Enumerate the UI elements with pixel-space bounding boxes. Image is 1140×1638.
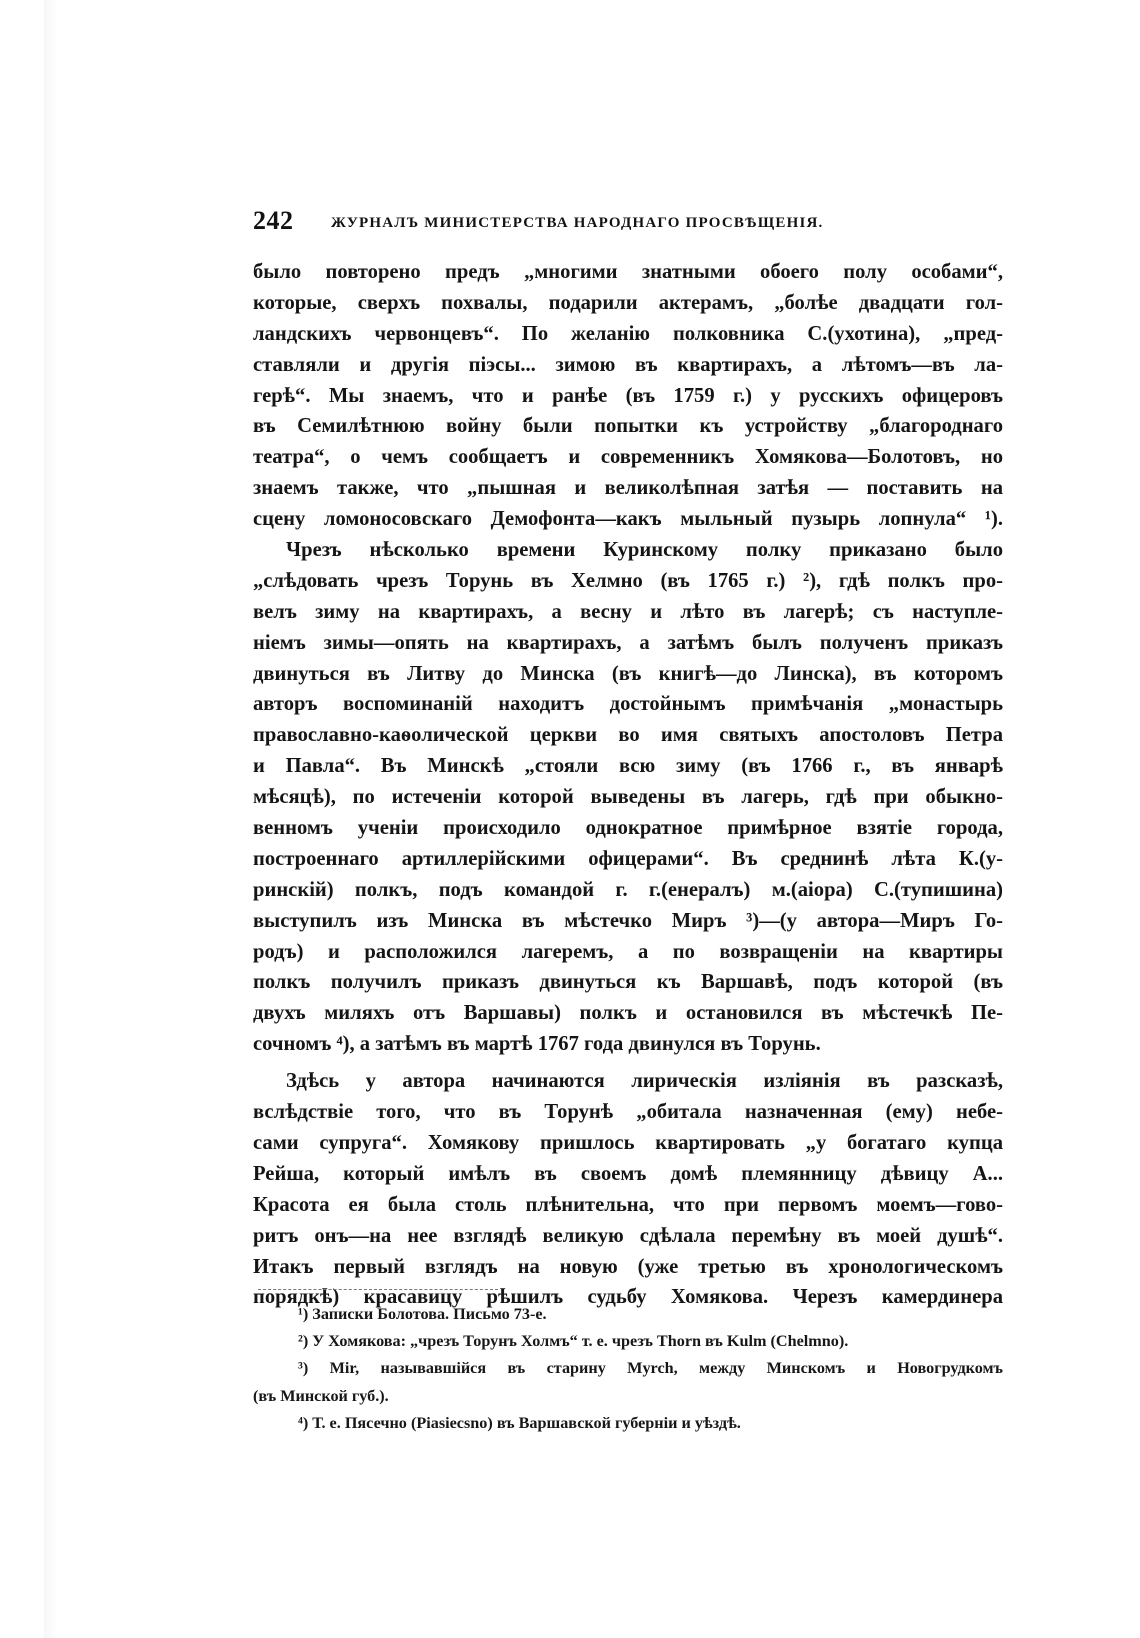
- text-line: и Павла“. Въ Минскѣ „стояли всю зиму (въ 1766 г., въ январѣ: [253, 755, 1003, 778]
- text-line: герѣ“. Мы знаемъ, что и ранѣе (въ 1759 г.) у русскихъ офицеровъ: [253, 384, 1003, 407]
- text-line: сцену ломоносовскаго Демофонта—какъ мыльный пузырь лопнула“ ¹).: [253, 508, 1003, 531]
- text-line: ніемъ зимы—опять на квартирахъ, а затѣмъ былъ полученъ приказъ: [253, 631, 1003, 654]
- text-line: Рейша, который имѣлъ въ своемъ домѣ племянницу дѣвицу А...: [253, 1162, 1003, 1185]
- text-line: ландскихъ червонцевъ“. По желанію полковника С.(ухотина), „пред-: [253, 322, 1003, 345]
- text-line: православно-каѳолической церкви во имя святыхъ апостоловъ Петра: [253, 724, 1003, 747]
- text-line: Чрезъ нѣсколько времени Куринскому полку приказано было: [286, 539, 1003, 562]
- footnotes: [253, 1301, 1003, 1437]
- text-line: мѣсяцѣ), по истеченіи которой выведены въ лагерь, гдѣ при обыкно-: [253, 786, 1003, 809]
- footnote-continuation: (въ Минской губ.).: [253, 1386, 389, 1405]
- page-header: [253, 206, 1003, 242]
- text-line: „слѣдовать чрезъ Торунь въ Хелмно (въ 1765 г.) ²), гдѣ полкъ про-: [253, 569, 1003, 592]
- text-line: вслѣдствіе того, что въ Торунѣ „обитала назначенная (ему) небе-: [253, 1101, 1003, 1124]
- body-text: [253, 257, 1003, 1313]
- text-line: ставляли и другія піэсы... зимою въ квартирахъ, а лѣтомъ—въ ла-: [253, 353, 1003, 376]
- page-edge-shadow: [44, 0, 58, 1638]
- text-line: которые, сверхъ похвалы, подарили актерамъ, „болѣе двадцати гол-: [253, 291, 1003, 314]
- footnote-divider: [258, 1289, 498, 1290]
- text-line: Красота ея была столь плѣнительна, что при первомъ моемъ—гово-: [253, 1193, 1003, 1216]
- text-line: Здѣсь у автора начинаются лирическія изліянія въ разсказѣ,: [286, 1070, 1003, 1093]
- text-line: ритъ онъ—на нее взглядѣ великую сдѣлала перемѣну въ моей душѣ“.: [253, 1224, 1003, 1247]
- text-line: сочномъ ⁴), а затѣмъ въ мартѣ 1767 года двинулся въ Торунь.: [253, 1033, 821, 1056]
- footnote: ¹) Записки Болотова. Письмо 73-е.: [298, 1305, 547, 1323]
- text-line: полкъ получилъ приказъ двинуться къ Варшавѣ, подъ которой (въ: [253, 971, 1003, 994]
- text-line: было повторено предъ „многими знатными обоего полу особами“,: [253, 261, 1003, 283]
- text-line: сами супруга“. Хомякову пришлось квартировать „у богатаго купца: [253, 1131, 1003, 1154]
- text-line: велъ зиму на квартирахъ, а весну и лѣто въ лагерѣ; съ наступле-: [253, 600, 1003, 623]
- text-line: двинуться въ Литву до Минска (въ книгѣ—до Линска), въ которомъ: [253, 662, 1003, 685]
- text-line: Итакъ первый взглядъ на новую (уже третью въ хронологическомъ: [253, 1255, 1003, 1278]
- text-line: выступилъ изъ Минска въ мѣстечко Миръ ³)—(у автора—Миръ Го-: [253, 909, 1003, 932]
- text-line: построеннаго артиллерійскими офицерами“. Въ среднинѣ лѣта К.(у-: [253, 847, 1003, 870]
- text-line: венномъ ученіи происходило однократное примѣрное взятіе города,: [253, 817, 1003, 840]
- footnote: ³) Mir, называвшійся въ старину Myrch, между Минскомъ и Новогрудкомъ: [298, 1359, 1003, 1378]
- text-line: ринскій) полкъ, подъ командой г. г.(енералъ) м.(аіора) С.(тупишина): [253, 878, 1003, 901]
- running-title: ЖУРНАЛЪ МИНИСТЕРСТВА НАРОДНАГО ПРОСВѢЩЕНІЯ.: [331, 215, 824, 231]
- text-line: авторъ воспоминаній находитъ достойнымъ примѣчанія „монастырь: [253, 693, 1003, 716]
- text-line: въ Семилѣтнюю войну были попытки къ устройству „благороднаго: [253, 415, 1003, 438]
- text-line: знаемъ также, что „пышная и великолѣпная затѣя — поставить на: [253, 477, 1003, 500]
- text-line: двухъ миляхъ отъ Варшавы) полкъ и остановился въ мѣстечкѣ Пе-: [253, 1002, 1003, 1025]
- text-line: родъ) и расположился лагеремъ, а по возвращеніи на квартиры: [253, 940, 1003, 963]
- footnote: ⁴) Т. е. Пясечно (Piasiecsno) въ Варшавской губерніи и уѣздѣ.: [298, 1413, 741, 1432]
- text-line: порядкѣ) красавицу рѣшилъ судьбу Хомякова. Черезъ камердинера: [253, 1286, 1003, 1309]
- page-number: 242: [253, 206, 294, 235]
- footnote: ²) У Хомякова: „чрезъ Торунъ Холмъ“ т. е. чрезъ Thorn въ Kulm (Chelmno).: [298, 1332, 849, 1351]
- text-line: театра“, о чемъ сообщаетъ и современникъ Хомякова—Болотовъ, но: [253, 446, 1003, 469]
